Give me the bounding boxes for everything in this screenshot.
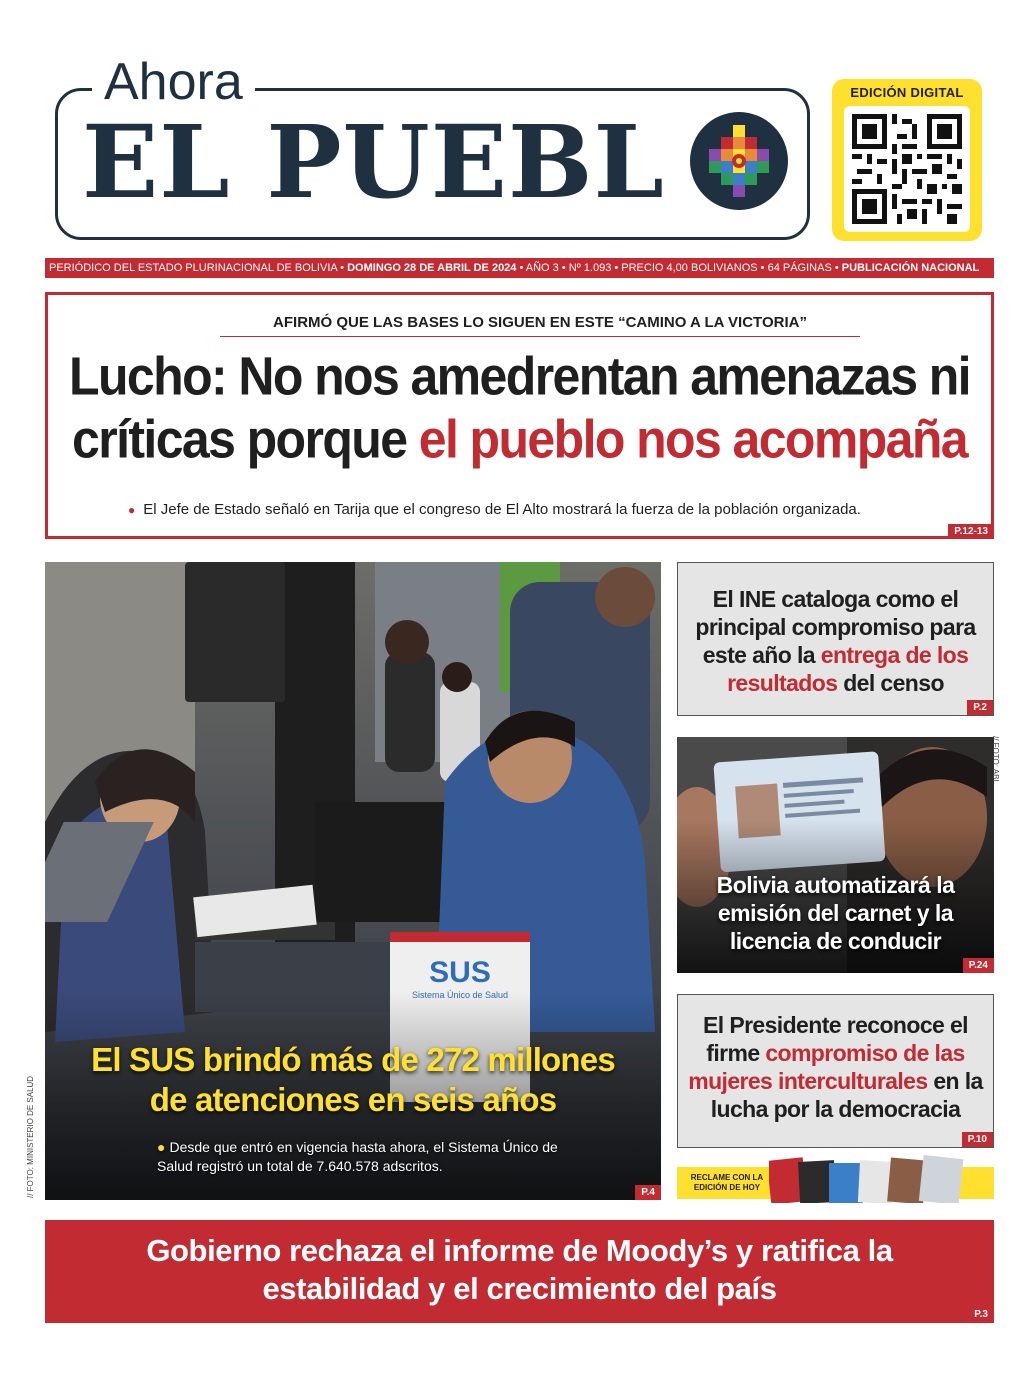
digital-edition-box[interactable] xyxy=(832,79,982,241)
year-text: AÑO 3 xyxy=(525,262,559,274)
date-text: DOMINGO 28 DE ABRIL DE 2024 xyxy=(347,262,517,274)
masthead-title[interactable]: EL PUEBL xyxy=(82,103,665,221)
photo-credit-health-ministry: // FOTO: MINISTERIO DE SALUD xyxy=(26,1075,35,1198)
pages-text: 64 PÁGINAS xyxy=(767,262,832,274)
lead-story[interactable] xyxy=(45,292,994,539)
id-card-headline[interactable]: Bolivia automatizará la emisión del carnet y la licencia de conducir xyxy=(716,872,955,954)
sus-summary: ● Desde que entró en vigencia hasta ahora, el Sistema Único de Salud registró un total de 7.640.578 adscritos. xyxy=(157,1139,558,1174)
id-card-page-ref: P.24 xyxy=(963,958,994,973)
publisher-text: PERIÓDICO DEL ESTADO PLURINACIONAL DE BOLIVIA xyxy=(49,262,338,274)
price-text: PRECIO 4,00 BOLIVIANOS xyxy=(621,262,758,274)
moodys-headline[interactable]: Gobierno rechaza el informe de Moody’s y ratifica la estabilidad y el crecimiento del país xyxy=(146,1233,893,1306)
lead-headline[interactable]: Lucho: No nos amedrentan amenazas ni críticas porque el pueblo nos acompaña xyxy=(69,346,970,470)
qr-code-icon[interactable] xyxy=(844,106,970,232)
ine-census-headline[interactable]: El INE cataloga como el principal compromiso para este año la entrega de los resultados del censo xyxy=(695,586,976,696)
digital-edition-label: EDICIÓN DIGITAL xyxy=(850,85,964,100)
promo-label: RECLAME CON LA EDICIÓN DE HOY xyxy=(690,1173,764,1192)
intercultural-women-story[interactable] xyxy=(677,994,994,1148)
masthead-ahora: Ahora xyxy=(92,52,255,112)
sus-photo-story[interactable] xyxy=(45,562,661,1200)
bullet-icon: ● xyxy=(157,1139,166,1155)
promo-magazines[interactable] xyxy=(677,1167,994,1199)
moodys-page-ref: P.3 xyxy=(974,1309,988,1320)
sus-page-ref: P.4 xyxy=(635,1185,661,1200)
sus-headline[interactable]: El SUS brindó más de 272 millones de atenciones en seis años xyxy=(91,1041,615,1118)
ine-census-story[interactable] xyxy=(677,562,994,716)
intercultural-page-ref: P.10 xyxy=(962,1132,993,1147)
issue-number-text: Nº 1.093 xyxy=(568,262,612,274)
scope-text: PUBLICACIÓN NACIONAL xyxy=(841,262,980,274)
ine-page-ref: P.2 xyxy=(967,700,993,715)
sus-banner-logo: SUS xyxy=(429,956,491,989)
moodys-story[interactable] xyxy=(45,1220,994,1323)
publication-info-bar: PERIÓDICO DEL ESTADO PLURINACIONAL DE BOLIVIA • DOMINGO 28 DE ABRIL DE 2024 • AÑO 3 • Nº 1.093 • PRECIO 4,00 BOLIVIANOS • 64 PÁGINAS • PUBLICACIÓN NACIONAL xyxy=(45,258,994,278)
bullet-icon: ● xyxy=(128,503,136,517)
intercultural-women-headline[interactable]: El Presidente reconoce el firme compromiso de las mujeres interculturales en la lucha por la democracia xyxy=(688,1012,983,1122)
chakana-logo-icon xyxy=(690,112,788,210)
magazine-covers-icon xyxy=(769,1153,989,1203)
lead-page-ref: P.12-13 xyxy=(948,524,994,539)
id-card-story[interactable] xyxy=(677,737,994,973)
lead-kicker: AFIRMÓ QUE LAS BASES LO SIGUEN EN ESTE “CAMINO A LA VICTORIA” xyxy=(220,314,860,337)
photo-credit-abi: // FOTO: ABI xyxy=(991,736,1000,782)
lead-summary: ● El Jefe de Estado señaló en Tarija que el congreso de El Alto mostrará la fuerza de la población organizada. xyxy=(128,501,861,518)
